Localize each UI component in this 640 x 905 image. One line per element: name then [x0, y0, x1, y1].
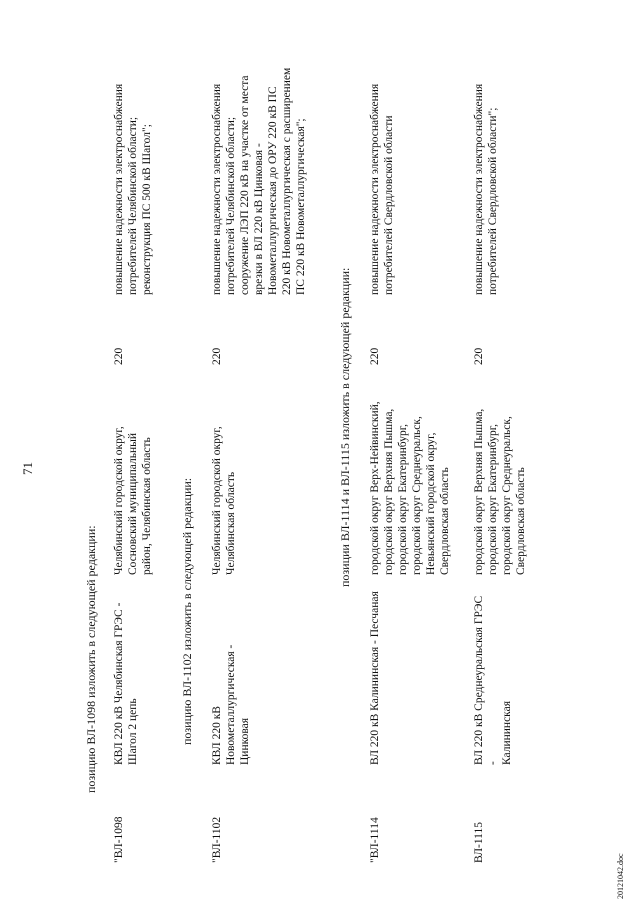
row-territory: Челябинский городской округ, Челябинская область	[211, 426, 237, 575]
row-purpose: повышение надежности электроснабжения потребителей Свердловской области	[369, 83, 395, 295]
row-line-name: КВЛ 220 кВ Новометаллургическая - Цинковая	[211, 644, 251, 765]
row-purpose: повышение надежности электроснабжения потребителей Челябинской области; реконструкция ПС 500 кВ Шагол";	[113, 83, 153, 295]
row-territory: городской округ Верх-Нейвинский, городской округ Верхняя Пышма, городской округ Екатеринбург, городской округ Среднеуральск, Невьянский городской округ, Свердловская область	[369, 401, 451, 575]
page-number: 71	[20, 462, 35, 475]
intro-vl-1098: позицию ВЛ-1098 изложить в следующей редакции:	[84, 525, 98, 793]
row-purpose: повышение надежности электроснабжения потребителей Челябинской области; сооружение ЛЭП 220 кВ на участке от места врезки в ВЛ 220 кВ Цинковая - Новометаллургическая до ОРУ 220 кВ ПС 220 кВ Новометаллургическая с расширением ПС 220 кВ Новометаллургическая";	[211, 67, 307, 295]
row-code: "ВЛ-1098	[113, 816, 125, 863]
row-territory: Челябинский городской округ, Сосновский муниципальный район, Челябинская область	[113, 426, 153, 575]
row-voltage: 220	[113, 347, 125, 365]
intro-vl-1114-1115: позиции ВЛ-1114 и ВЛ-1115 изложить в следующей редакции:	[338, 267, 352, 587]
row-line-name: КВЛ 220 кВ Челябинская ГРЭС - Шагол 2 цепь	[113, 602, 139, 765]
row-purpose: повышение надежности электроснабжения потребителей Свердловской области";	[473, 83, 499, 295]
row-voltage: 220	[211, 347, 223, 365]
row-code: ВЛ-1115	[473, 821, 485, 863]
row-voltage: 220	[473, 347, 485, 365]
row-line-name: ВЛ 220 кВ Калининская - Песчаная	[369, 591, 381, 765]
row-voltage: 220	[369, 347, 381, 365]
row-code: "ВЛ-1102	[211, 816, 223, 863]
document-footer: 20121042.doc	[616, 853, 625, 899]
row-territory: городской округ Верхняя Пышма, городской округ Екатеринбург, городской округ Среднеуральск, Свердловская область	[473, 408, 527, 575]
row-code: "ВЛ-1114	[369, 817, 381, 863]
row-line-name: ВЛ 220 кВ Среднеуральская ГРЭС - Калининская	[473, 595, 513, 765]
intro-vl-1102: позицию ВЛ-1102 изложить в следующей редакции:	[180, 477, 194, 745]
